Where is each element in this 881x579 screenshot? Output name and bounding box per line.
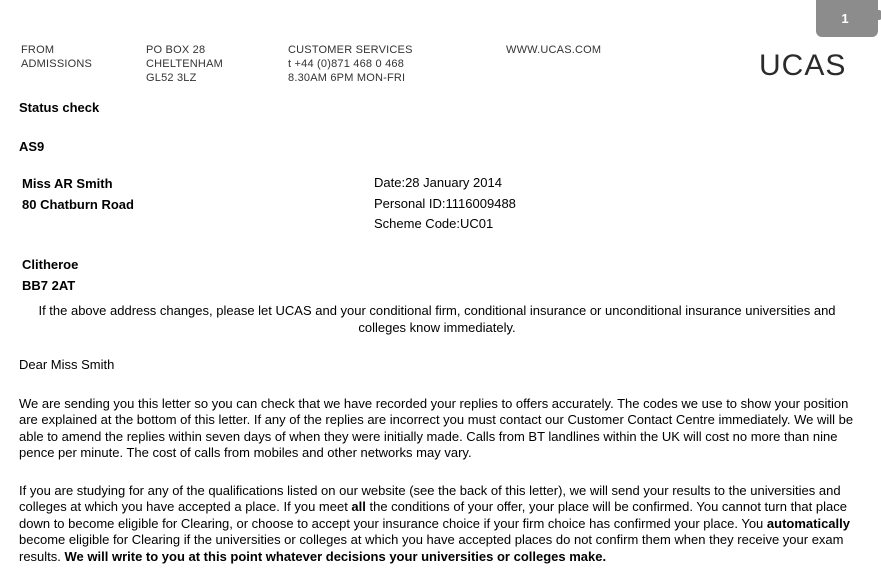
header-from (21, 43, 92, 71)
personal-id: Personal ID:1116009488 (374, 195, 516, 211)
address-change-notice: If the above address changes, please let UCAS and your conditional firm, conditional insurance or unconditional insurance universities and colleges know immediately. (38, 303, 836, 335)
ucas-logo: UCAS (759, 49, 847, 82)
paragraph-results (19, 483, 857, 565)
recipient-town: Clitheroe (22, 257, 79, 272)
header-address-line-3: GL52 3LZ (146, 72, 197, 84)
header-from-line-1: FROM (21, 44, 55, 56)
paragraph-results-text-2: the conditions of your offer, your place will be confirmed. You cannot turn that place down to become eligible for Clearing, or choose to accept your insurance choice if your firm choice has confirmed your place. You (19, 499, 847, 531)
page-badge-tab (874, 10, 881, 20)
letter-date: Date:28 January 2014 (374, 175, 502, 190)
header-customer-services (288, 43, 413, 85)
header-from-line-2: ADMISSIONS (21, 58, 93, 70)
scheme-code: Scheme Code:UC01 (374, 216, 494, 231)
recipient-address-bottom (22, 254, 78, 296)
header-address (146, 43, 223, 85)
recipient-postcode: BB7 2AT (22, 278, 76, 293)
header-website-text: WWW.UCAS.COM (506, 44, 602, 56)
paragraph-results-bold-closing: We will write to you at this point whatever decisions your universities or colleges make. (64, 548, 607, 564)
salutation: Dear Miss Smith (19, 357, 115, 372)
page-number-badge (816, 0, 878, 37)
recipient-name: Miss AR Smith (22, 176, 113, 191)
paragraph-results-bold-automatically: automatically (766, 515, 850, 531)
header-cs-phone: t +44 (0)871 468 0 468 (288, 58, 405, 70)
header-address-line-1: PO BOX 28 (146, 44, 206, 56)
page-number: 1 (841, 11, 849, 26)
header-address-line-2: CHELTENHAM (146, 58, 223, 70)
recipient-address-top (22, 173, 134, 215)
paragraph-results-text-1: If you are studying for any of the qualifications listed on our website (see the back of this letter), we will send your results to the universities and colleges at which you have accepted a place. If you meet (19, 483, 841, 515)
paragraph-results-text-3: become eligible for Clearing if the universities or colleges at which you have accepted places do not confirm them when they receive your exam results. (19, 532, 844, 564)
paragraph-results-bold-all: all (351, 499, 366, 515)
header-website (506, 43, 601, 57)
header-cs-hours: 8.30AM 6PM MON-FRI (288, 72, 406, 84)
letter-code: AS9 (19, 139, 45, 154)
letter-title: Status check (19, 100, 100, 115)
letter-meta (374, 173, 516, 235)
recipient-street: 80 Chatburn Road (22, 197, 134, 212)
paragraph-replies: We are sending you this letter so you can check that we have recorded your replies to offers accurately. The codes we use to show your position are explained at the bottom of this letter. If any of the replies are incorrect you must contact our Customer Contact Centre immediately. We will be able to amend the replies within seven days of when they were initially made. Calls from BT landlines within the UK will cost no more than nine pence per minute. The cost of calls from mobiles and other networks may vary. (19, 396, 854, 461)
header-cs-line-1: CUSTOMER SERVICES (288, 44, 413, 56)
